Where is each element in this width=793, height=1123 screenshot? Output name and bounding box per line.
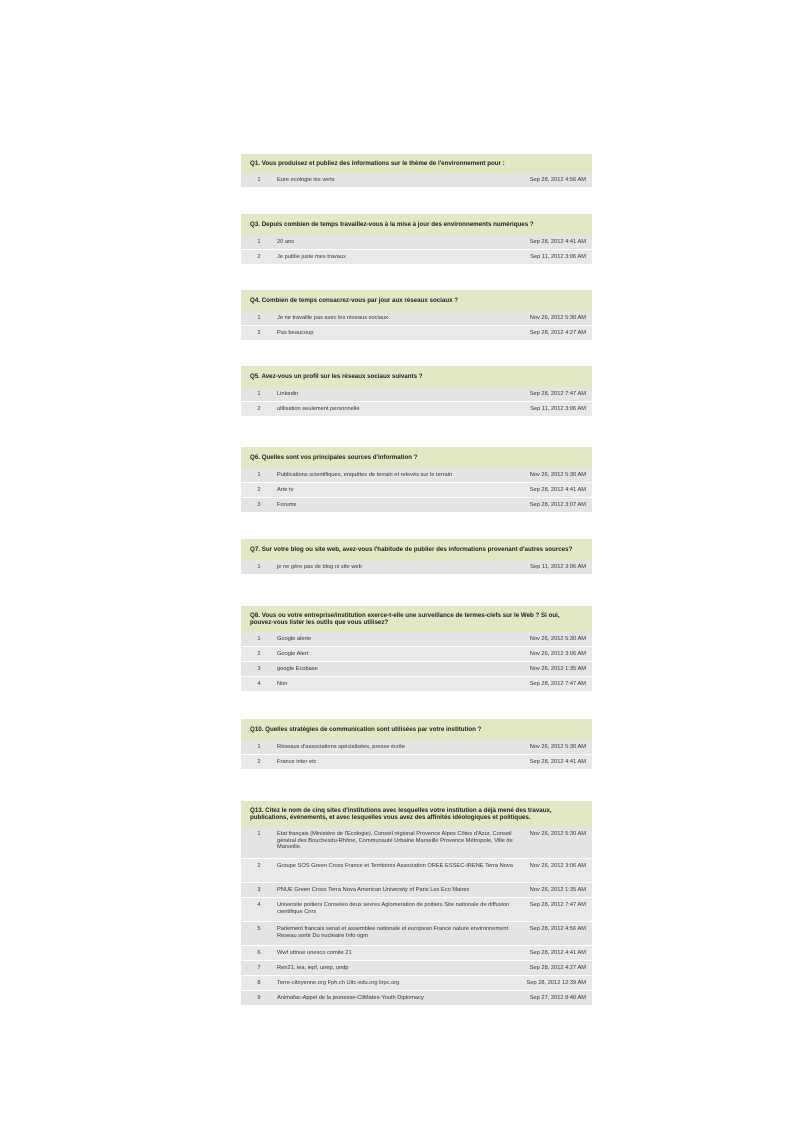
answer-date: Sep 11, 2012 3:06 AM — [530, 254, 586, 260]
answer-text: Universite poitiers Conseleo deux sevres Aglomeration de poitiers Site nationale de diffusion cientifique Cnrs — [277, 902, 510, 915]
answer-text: Je ne travaille pas avec les réseaux sociaux — [277, 315, 388, 321]
answer-number: 2 — [257, 487, 261, 493]
question-block-q5 — [241, 366, 592, 417]
answer-text: Groupe SOS Green Cross France et Territoires Association OREE ESSEC-IRENE Terra Nova — [277, 863, 513, 869]
answer-row — [241, 991, 592, 1006]
answer-text: Wwf uttnue unesco comite 21 — [277, 950, 352, 956]
answer-number: 4 — [257, 902, 261, 908]
answer-number: 2 — [257, 651, 261, 657]
answer-date: Sep 28, 2012 4:27 AM — [529, 965, 586, 971]
answer-date: Nov 26, 2012 1:35 AM — [529, 666, 586, 672]
answer-text: google Ecobase — [277, 666, 318, 672]
answer-text: Publications scientifiques, enquêtes de terrain et relevés sur le terrain — [277, 472, 453, 478]
answer-number: 5 — [257, 926, 261, 932]
answer-row — [241, 961, 592, 976]
answer-number: 8 — [257, 980, 261, 986]
answer-text: utilisation seulement personnelle — [277, 406, 360, 412]
answer-number: 1 — [257, 831, 261, 837]
answer-row — [241, 483, 592, 498]
question-title: Q7. Sur votre blog ou site web, avez-vous l'habitude de publier des informations provenant d'autres sources? — [241, 539, 592, 560]
answer-text: Ren21, iea, iepf, unep, undp — [277, 965, 349, 971]
answer-number: 2 — [257, 330, 261, 336]
answer-date: Sep 28, 2012 4:41 AM — [529, 487, 586, 493]
answer-number: 1 — [257, 636, 261, 642]
answer-text: Arte tv — [277, 487, 294, 493]
answer-date: Nov 26, 2012 5:30 AM — [529, 636, 586, 642]
answer-row — [241, 677, 592, 692]
answer-text: Je publie juste mes travaux — [277, 254, 346, 260]
question-title: Q10. Quelles stratégies de communication sont utilisées par votre institution ? — [241, 719, 592, 740]
answer-row — [241, 922, 592, 946]
question-block-q1 — [241, 154, 592, 188]
question-block-q6 — [241, 447, 592, 513]
question-block-q3 — [241, 214, 592, 265]
answer-date: Nov 26, 2012 1:35 AM — [529, 887, 586, 893]
answer-date: Nov 26, 2012 5:30 AM — [529, 831, 586, 837]
answer-number: 1 — [257, 744, 261, 750]
answer-row — [241, 498, 592, 513]
answer-row — [241, 402, 592, 417]
answer-number: 1 — [257, 472, 261, 478]
answer-number: 6 — [257, 950, 261, 956]
answer-number: 9 — [257, 995, 261, 1001]
answer-text: Pas beaucoup — [277, 330, 314, 336]
answer-number: 1 — [257, 177, 261, 183]
answer-text: Forums — [277, 502, 297, 508]
answer-row — [241, 326, 592, 341]
answer-number: 7 — [257, 965, 261, 971]
answer-date: Sep 28, 2012 4:27 AM — [529, 330, 586, 336]
answer-row — [241, 827, 592, 859]
answer-date: Sep 11, 2012 3:06 AM — [530, 406, 586, 412]
answer-date: Sep 28, 2012 4:41 AM — [529, 239, 586, 245]
answer-row — [241, 898, 592, 922]
answer-text: PNUE Green Cross Terra Nova American University of Paris Les Eco Maires — [277, 887, 470, 893]
answer-text: Non — [277, 681, 288, 687]
answer-number: 2 — [257, 759, 261, 765]
answer-date: Nov 26, 2012 5:30 AM — [529, 315, 586, 321]
answer-date: Sep 28, 2012 4:41 AM — [529, 950, 586, 956]
answer-date: Nov 26, 2012 5:30 AM — [529, 744, 586, 750]
answer-date: Sep 28, 2012 7:47 AM — [529, 902, 586, 908]
question-block-q10 — [241, 719, 592, 770]
question-title: Q8. Vous ou votre entreprise/institution exerce-t-elle une surveillance de termes-clefs sur le Web ? Si oui, pouvez-vous lister les outils que vous utilisez? — [241, 606, 592, 632]
question-title: Q1. Vous produisez et publiez des informations sur le thème de l'environnement pour : — [241, 154, 592, 173]
answer-row — [241, 250, 592, 265]
answer-number: 1 — [257, 391, 261, 397]
question-title: Q4. Combien de temps consacrez-vous par jour aux réseaux sociaux ? — [241, 290, 592, 311]
answer-row — [241, 387, 592, 402]
question-title: Q3. Depuis combien de temps travaillez-vous à la mise à jour des environnements numériques ? — [241, 214, 592, 235]
answer-date: Sep 28, 2012 3:07 AM — [529, 502, 586, 508]
question-block-q7 — [241, 539, 592, 575]
answer-date: Sep 28, 2012 7:47 AM — [529, 681, 586, 687]
answer-number: 2 — [257, 863, 261, 869]
answer-row — [241, 976, 592, 991]
answer-row — [241, 740, 592, 755]
answer-number: 3 — [257, 887, 261, 893]
answer-number: 4 — [257, 681, 261, 687]
answer-date: Sep 11, 2012 3:06 AM — [530, 564, 586, 570]
answer-row — [241, 883, 592, 898]
answer-number: 3 — [257, 666, 261, 672]
answer-date: Nov 26, 2012 3:06 AM — [529, 651, 586, 657]
answer-text: je ne gère pas de blog ni site web — [277, 564, 362, 570]
answer-text: Google Alert — [277, 651, 309, 657]
answer-text: Eure ecologie les verts — [277, 177, 335, 183]
answer-text: Parlement francais senat et assemblee nationale et european France nature environnement Reseau sortir Du nucleaire Info ogm — [277, 926, 509, 939]
answer-row — [241, 311, 592, 326]
answer-number: 1 — [257, 239, 261, 245]
answer-text: France inter etc — [277, 759, 317, 765]
answer-text: 20 ans — [277, 239, 295, 245]
answer-date: Sep 28, 2012 7:47 AM — [529, 391, 586, 397]
answer-date: Sep 28, 2012 4:56 AM — [529, 926, 586, 932]
answer-row — [241, 560, 592, 575]
answer-date: Sep 28, 2012 12:39 AM — [526, 980, 586, 986]
answer-row — [241, 173, 592, 188]
answer-number: 2 — [257, 254, 261, 260]
answer-date: Nov 26, 2012 5:30 AM — [529, 472, 586, 478]
answer-text: Etat français (Ministère de l'Ecologie), Conseil régional Provence Alpes Côtes d'Azur, Conseil général des Bouchesdu-Rhône, Communauté Urbaine Marseille Provence Métropole, Ville de Marseille. — [277, 831, 513, 851]
answer-row — [241, 755, 592, 770]
answer-row — [241, 859, 592, 883]
answer-number: 1 — [257, 315, 261, 321]
answer-number: 3 — [257, 502, 261, 508]
answer-number: 2 — [257, 406, 261, 412]
question-block-q4 — [241, 290, 592, 341]
answer-text: Google alerte — [277, 636, 312, 642]
answer-row — [241, 632, 592, 647]
question-title: Q13. Citez le nom de cinq sites d'institutions avec lesquelles votre institution a déjà mené des travaux, publications, événements, et avec lesquelles vous avez des affinités idéologiques et politiques. — [241, 801, 592, 827]
answer-text: Animafac-Appel de la jeunesse-CliMates-Youth Diplomacy — [277, 995, 424, 1001]
answer-text: Linkedin — [277, 391, 299, 397]
answer-row — [241, 647, 592, 662]
answer-row — [241, 235, 592, 250]
question-block-q13 — [241, 801, 592, 1006]
answer-number: 1 — [257, 564, 261, 570]
question-title: Q6. Quelles sont vos principales sources d'information ? — [241, 447, 592, 468]
answer-text: Réseaux d'associations spécialisées, presse écrite — [277, 744, 405, 750]
answer-date: Nov 26, 2012 3:06 AM — [529, 863, 586, 869]
answer-row — [241, 468, 592, 483]
answer-date: Sep 27, 2012 8:40 AM — [529, 995, 586, 1001]
answer-text: Terre-citoyenne.org Fph.ch Uitc-edu.org lirpc.org — [277, 980, 400, 986]
answer-date: Sep 28, 2012 4:41 AM — [529, 759, 586, 765]
question-title: Q5. Avez-vous un profil sur les réseaux sociaux suivants ? — [241, 366, 592, 387]
question-block-q8 — [241, 606, 592, 692]
answer-row — [241, 946, 592, 961]
answer-date: Sep 28, 2012 4:56 AM — [529, 177, 586, 183]
answer-row — [241, 662, 592, 677]
